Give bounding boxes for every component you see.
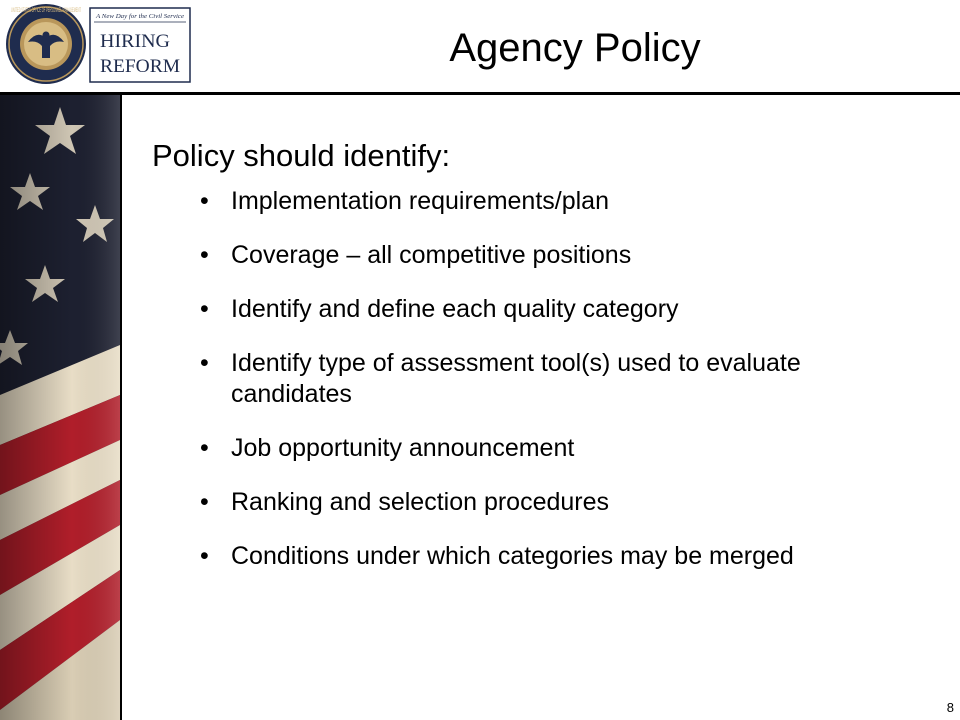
heading-colon: :	[441, 138, 451, 173]
list-item	[200, 348, 860, 410]
bullet-dot: •	[200, 241, 209, 269]
bullet-dot: •	[200, 542, 209, 570]
bullet-dot: •	[200, 295, 209, 323]
bullet-text: Identify type of assessment tool(s) used to evaluate candidates	[231, 349, 801, 408]
list-item	[200, 433, 860, 464]
logo-brand-line2: REFORM	[100, 56, 181, 77]
bullet-dot: •	[200, 488, 209, 516]
page-number: 8	[946, 700, 954, 715]
flag-image	[0, 95, 120, 720]
bullet-text: Identify and define each quality category	[231, 295, 679, 323]
bullet-text: Coverage – all competitive positions	[231, 241, 632, 269]
opm-hiring-reform-logo	[4, 2, 192, 86]
bullet-text: Implementation requirements/plan	[231, 187, 609, 215]
bullet-dot: •	[200, 434, 209, 462]
list-item	[200, 541, 860, 572]
slide-title: Agency Policy	[449, 26, 701, 70]
logo-tagline: A New Day for the Civil Service	[94, 13, 185, 20]
bullet-text: Ranking and selection procedures	[231, 488, 610, 516]
heading-text: Policy should identify	[152, 138, 442, 173]
bullet-dot: •	[200, 187, 209, 215]
bullet-list	[200, 186, 860, 595]
logo-brand-line1: HIRING	[100, 31, 171, 52]
flag-divider	[120, 95, 122, 720]
seal-ring-text: UNITED STATES OFFICE OF PERSONNEL MANAGEMENT	[11, 8, 82, 14]
list-item	[200, 294, 860, 325]
bullet-dot: •	[200, 349, 209, 377]
title-divider	[0, 92, 960, 95]
list-item	[200, 186, 860, 217]
list-item	[200, 487, 860, 518]
bullet-text: Job opportunity announcement	[231, 434, 575, 462]
list-item	[200, 240, 860, 271]
bullet-text: Conditions under which categories may be merged	[231, 542, 794, 570]
content-heading	[152, 134, 450, 178]
